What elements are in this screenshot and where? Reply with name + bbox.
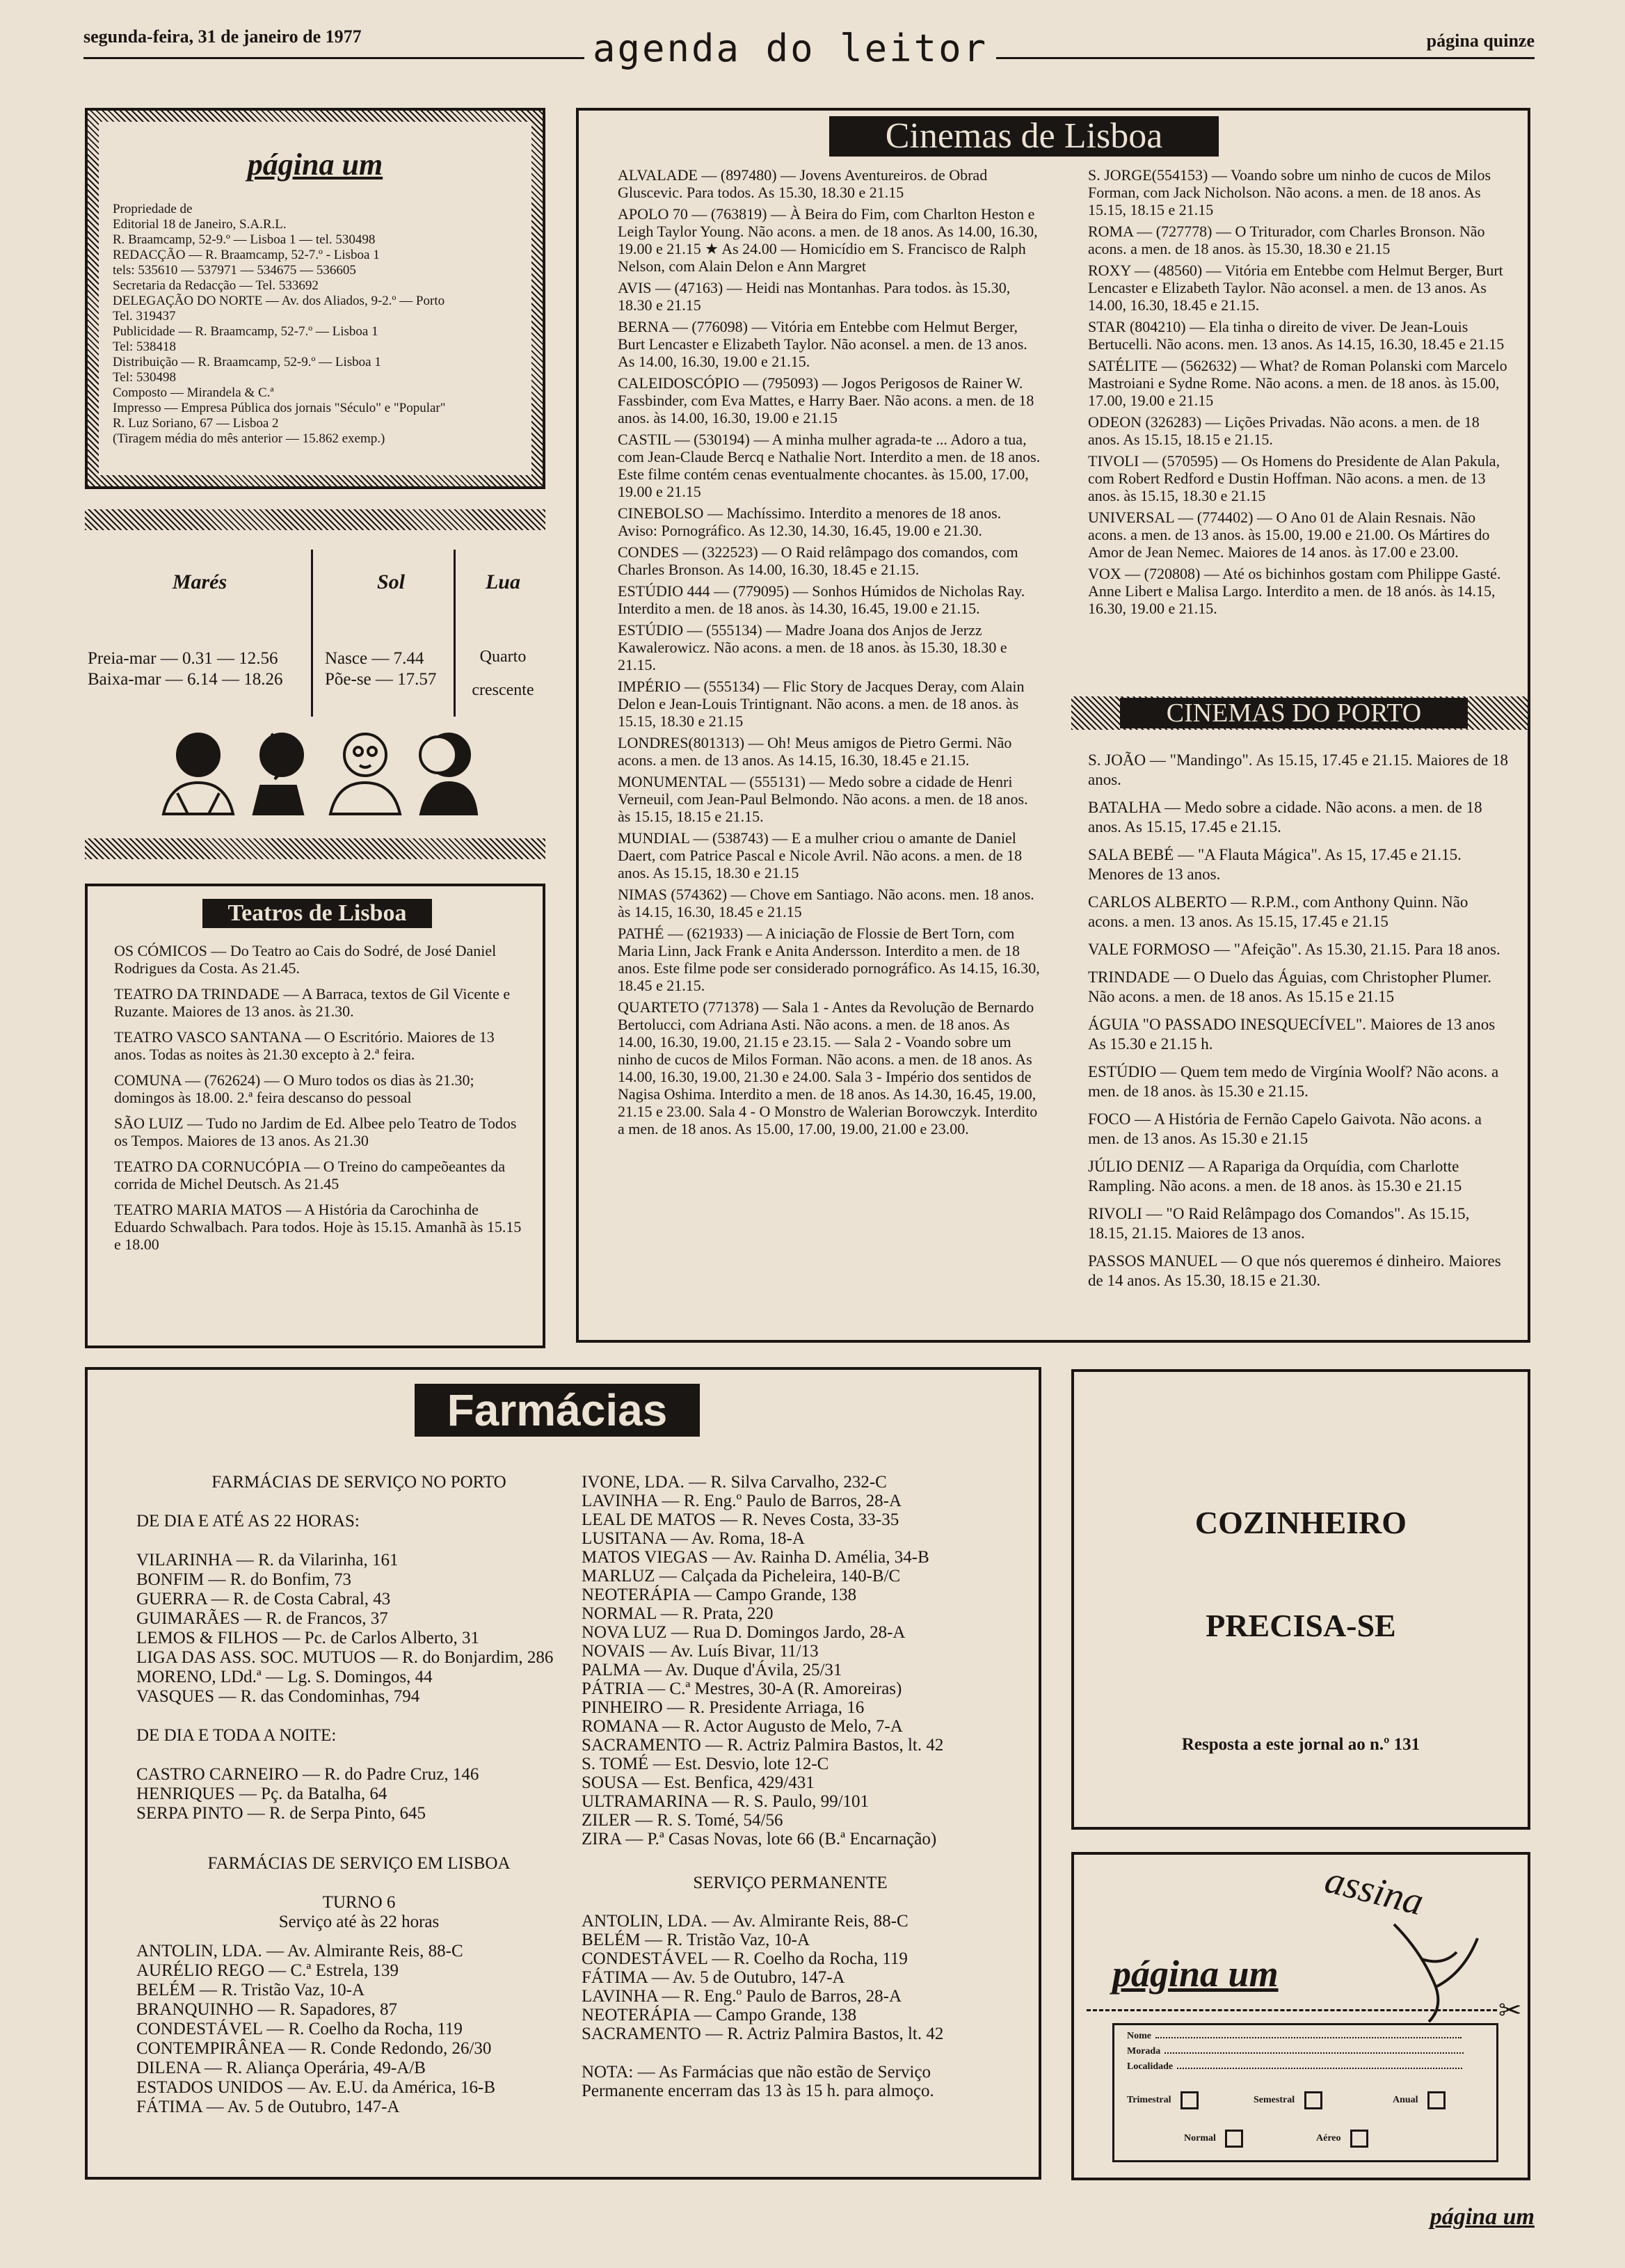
assina-script: assina — [1320, 1858, 1428, 1924]
pharmacy-entry: NEOTERÁPIA — Campo Grande, 138 — [582, 2006, 857, 2025]
pharmacy-entry: VASQUES — R. das Condominhas, 794 — [136, 1687, 420, 1706]
lisboa-list-2 — [582, 1473, 999, 1848]
cinema-entry: APOLO 70 — (763819) — À Beira do Fim, com Charlton Heston e Leigh Taylor Young. Não acons. a men. de 18 anos. As 14.00, 16.30, 19.00 e 21.15 ★ As 24.00 — Homicídio em S. Francisco de Ralph Nelson, com Alain Delon e Ann Margret — [618, 205, 1038, 275]
cinema-entry: SATÉLITE — (562632) — What? de Roman Polanski com Marcelo Mastroiani e Sydne Rome. Não acons. a men. de 18 anos. às 15.00, 17.00, 19.00 e 21.15 — [1088, 357, 1507, 409]
cinemas-porto-list — [1088, 751, 1512, 1299]
permanent-list — [582, 1912, 999, 2043]
cinema-entry: MONUMENTAL — (555131) — Medo sobre a cidade de Henri Verneuil, com Jean-Paul Belmondo. Não acons. a men. de 18 anos. às 15.15, 18.15 e 21.15. — [618, 773, 1028, 825]
pharmacy-entry: HENRIQUES — Pç. da Batalha, 64 — [136, 1784, 387, 1803]
pharmacy-entry: CASTRO CARNEIRO — R. do Padre Cruz, 146 — [136, 1765, 479, 1784]
cinema-entry: ESTÚDIO 444 — (779095) — Sonhos Húmidos de Nicholas Ray. Interdito a men. de 18 anos. às 14.30, 16.45, 19.00 e 21.15. — [618, 582, 1025, 617]
publisher-line: R. Luz Soriano, 67 — Lisboa 2 — [113, 416, 279, 431]
publisher-box — [85, 108, 545, 489]
pharmacy-entry: MATOS VIEGAS — Av. Rainha D. Amélia, 34-B — [582, 1548, 929, 1567]
pharmacy-entry: NOVAIS — Av. Luís Bivar, 11/13 — [582, 1642, 819, 1661]
checkbox-icon[interactable] — [1350, 2130, 1368, 2148]
checkbox-icon[interactable] — [1180, 2091, 1199, 2109]
cinema-entry: QUARTETO (771378) — Sala 1 - Antes da Revolução de Bernardo Bertolucci, com Adriana Asti. Não acons. a men. de 18 anos. As 14.00, 16.30, 19.00, 21.15 e 23.15. — Sala 2 - Voando sobre um ninho de cucos de Milos Forman. Não acons. a men. de 18 anos. As 14.00, 16.30, 19.00, 21.30 e 24.00. Sala 3 - Império dos sentidos de Nagisa Oshima. Interdito a men. de 18 anos. As 14.30, 16.45, 19.00, 21.15 e 23.00. Sala 4 - O Monstro de Walerian Borowczyk. Interdito a men. de 18 anos. As 15.00, 17.00, 19.00, 21.00 e 23.00. — [618, 998, 1038, 1137]
publisher-details — [113, 202, 518, 447]
cinema-entry: STAR (804210) — Ela tinha o direito de viver. De Jean-Louis Bertucelli. Não acons. men. 13 anos. As 14.15, 16.30, 18.45 e 21.15 — [1088, 318, 1505, 353]
moon-phase-1: Quarto — [479, 648, 527, 666]
porto-night-heading: DE DIA E TODA A NOITE: — [136, 1726, 337, 1745]
porto-title-bar — [1071, 696, 1528, 730]
moon-face-last-icon — [420, 734, 477, 814]
porto-night-list — [136, 1765, 582, 1823]
tides-rule-1 — [311, 550, 313, 717]
publisher-line: Publicidade — R. Braamcamp, 52-7.º — Lisboa 1 — [113, 324, 378, 339]
pharmacy-entry: NORMAL — R. Prata, 220 — [582, 1604, 774, 1623]
theatres-title: Teatros de Lisboa — [202, 899, 432, 928]
pharmacy-entry: ROMANA — R. Actor Augusto de Melo, 7-A — [582, 1717, 903, 1736]
pharmacy-entry: PALMA — Av. Duque d'Ávila, 25/31 — [582, 1661, 842, 1679]
cinema-entry: CASTIL — (530194) — A minha mulher agrada-te ... Adoro a tua, com Jean-Claude Bercq e Nathalie Nort. Interdito a men. de 18 anos. Este filme contém cenas eventualmente chocantes. às 15.00, 17.00, 19.00 e 21.15 — [618, 431, 1041, 500]
subscription-coupon — [1071, 1852, 1530, 2180]
option-aereo[interactable] — [1316, 2130, 1368, 2148]
cinema-entry: LONDRES(801313) — Oh! Meus amigos de Pietro Germi. Não acons. a men. de 13 anos. As 14.15, 16.30, 18.45 e 21.15. — [618, 734, 1012, 769]
publisher-line: Tel: 538418 — [113, 340, 177, 354]
cinema-entry: AVIS — (47163) — Heidi nas Montanhas. Para todos. às 15.30, 18.30 e 21.15 — [618, 279, 1011, 314]
pharmacies-col2 — [582, 1473, 999, 2100]
publisher-line: Editorial 18 de Janeiro, S.A.R.L. — [113, 217, 287, 232]
pharmacy-entry: VILARINHA — R. da Vilarinha, 161 — [136, 1551, 399, 1570]
pharmacy-entry: BRANQUINHO — R. Sapadores, 87 — [136, 2000, 397, 2019]
pharmacy-entry: ZIRA — P.ª Casas Novas, lote 66 (B.ª Encarnação) — [582, 1830, 937, 1848]
section-title: agenda do leitor — [584, 26, 996, 70]
cinema-entry: PATHÉ — (621933) — A iniciação de Flossie de Bert Torn, com Maria Linn, Jack Frank e Anita Andersson. Interdito a men. de 18 anos. Este filme pode ser considerado pornográfico. As 14.15, 16.30, 18.45 e 21.15. — [618, 925, 1040, 994]
option-trimestral-label: Trimestral — [1127, 2095, 1171, 2106]
pharmacy-entry: SACRAMENTO — R. Actriz Palmira Bastos, lt. 42 — [582, 1736, 944, 1755]
pharmacy-entry: BONFIM — R. do Bonfim, 73 — [136, 1570, 352, 1589]
tides-rule-2 — [454, 550, 456, 717]
field-address-label: Morada — [1127, 2046, 1161, 2057]
porto-cinema-entry: ÁGUIA "O PASSADO INESQUECÍVEL". Maiores de 13 anos As 15.30 e 21.15 h. — [1088, 1016, 1496, 1053]
pharmacy-entry: ANTOLIN, LDA. — Av. Almirante Reis, 88-C — [582, 1912, 908, 1931]
cinema-entry: ROMA — (727778) — O Triturador, com Charles Bronson. Não acons. a men. de 18 anos. às 15.30, 18.30 e 21.15 — [1088, 223, 1485, 257]
lisboa-list-1 — [136, 1942, 582, 2117]
pharmacy-entry: PÁTRIA — C.ª Mestres, 30-A (R. Amoreiras) — [582, 1679, 902, 1698]
turno-sub: Serviço até às 22 horas — [278, 1912, 440, 1931]
tides-mares-values — [88, 648, 283, 690]
option-anual-label: Anual — [1393, 2095, 1418, 2106]
pharmacy-entry: ULTRAMARINA — R. S. Paulo, 99/101 — [582, 1792, 870, 1811]
tides-lua-values — [461, 640, 545, 707]
cinema-entry: S. JORGE(554153) — Voando sobre um ninho de cucos de Milos Forman, com Jack Nicholson. Não acons. a men. de 18 anos. As 15.15, 18.15 e 21.15 — [1088, 166, 1491, 218]
pharmacy-entry: PINHEIRO — R. Presidente Arriaga, 16 — [582, 1698, 865, 1717]
publisher-logo: página um — [247, 147, 383, 182]
cinema-entry: TIVOLI — (570595) — Os Homens do Presidente de Alan Pakula, com Robert Redford e Dustin Hoffman. Não acons. a men. de 13 anos. às 15.15, 18.30 e 21.15 — [1088, 452, 1500, 504]
cinema-entry: ROXY — (48560) — Vitória em Entebbe com Helmut Berger, Burt Lencaster e Elizabeth Taylor. Não aconsel. a men. de 13 anos. As 14.00, 16.30, 18.45 e 21.15. — [1088, 262, 1503, 314]
pharmacy-entry: NOVA LUZ — Rua D. Domingos Jardo, 28-A — [582, 1623, 906, 1642]
pharmacy-entry: GUIMARÃES — R. de Francos, 37 — [136, 1609, 388, 1628]
porto-cinema-entry: PASSOS MANUEL — O que nós queremos é dinheiro. Maiores de 14 anos. As 15.30, 18.15 e 21.30. — [1088, 1252, 1501, 1289]
pharmacy-entry: LIGA DAS ASS. SOC. MUTUOS — R. do Bonjardim, 286 — [136, 1648, 554, 1667]
page-number: página quinze — [1426, 31, 1535, 51]
pharmacy-entry: LUSITANA — Av. Roma, 18-A — [582, 1529, 805, 1548]
cut-line — [1087, 2009, 1497, 2011]
pharmacy-entry: LAVINHA — R. Eng.º Paulo de Barros, 28-A — [582, 1492, 902, 1510]
theatre-entry: TEATRO MARIA MATOS — A História da Carochinha de Eduardo Schwalbach. Para todos. Hoje às 15.15. Amanhã às 15.15 e 18.00 — [114, 1201, 522, 1253]
cinema-entry: MUNDIAL — (538743) — E a mulher criou o amante de Daniel Daert, com Patrice Pascal e Nicole Avril. Não acons. a men. de 18 anos. As 15.15, 18.30 e 21.15 — [618, 829, 1023, 881]
checkbox-icon[interactable] — [1304, 2091, 1322, 2109]
publisher-line: Secretaria da Redacção — Tel. 533692 — [113, 278, 319, 293]
publisher-line: DELEGAÇÃO DO NORTE — Av. dos Aliados, 9-2.º — Porto — [113, 294, 445, 308]
sun-set: Põe-se — 17.57 — [325, 670, 437, 689]
cinema-entry: NIMAS (574362) — Chove em Santiago. Não acons. men. 18 anos. às 14.15, 16.30, 18.45 e 21.15 — [618, 886, 1034, 920]
pharmacy-entry: BELÉM — R. Tristão Vaz, 10-A — [136, 1981, 365, 1999]
moon-face-new-icon — [163, 734, 233, 814]
cinema-entry: IMPÉRIO — (555134) — Flic Story de Jacques Deray, com Alain Delon e Jean-Louis Trintignant. Não acons. a men. de 18 anos. às 15.15, 18.30 e 21.15 — [618, 678, 1025, 730]
form-field-name[interactable] — [1127, 2031, 1462, 2042]
tides-sol-title: Sol — [376, 570, 406, 593]
pharmacy-entry: CONTEMPIRÂNEA — R. Conde Redondo, 26/30 — [136, 2039, 492, 2058]
option-normal[interactable] — [1184, 2130, 1243, 2148]
theatre-entry: OS CÓMICOS — Do Teatro ao Cais do Sodré, de José Daniel Rodrigues da Costa. As 21.45. — [114, 942, 497, 977]
publisher-line: Propriedade de — [113, 202, 193, 216]
pharmacies-title: Farmácias — [415, 1384, 700, 1437]
pharmacy-entry: SOUSA — Est. Benfica, 429/431 — [582, 1773, 815, 1792]
footer-logo: página um — [1430, 2204, 1535, 2230]
publisher-line: (Tiragem média do mês anterior — 15.862 exemp.) — [113, 431, 385, 446]
publisher-line: Distribuição — R. Braamcamp, 52-9.º — Lisboa 1 — [113, 355, 381, 369]
header-date: segunda-feira, 31 de janeiro de 1977 — [83, 26, 362, 47]
pharmacy-entry: ZILER — R. S. Tomé, 54/56 — [582, 1811, 783, 1830]
scissors-icon: ✂ — [1498, 1995, 1522, 2026]
moon-face-full-icon — [330, 734, 400, 814]
publisher-line: tels: 535610 — 537971 — 534675 — 536605 — [113, 263, 356, 278]
cinemas-lisboa-col1 — [618, 166, 1042, 1142]
form-field-locality[interactable] — [1127, 2061, 1462, 2073]
cook-ad-line2: PRECISA-SE — [1206, 1608, 1396, 1643]
theatre-entry: SÃO LUIZ — Tudo no Jardim de Ed. Albee pelo Teatro de Todos os Tempos. Maiores de 13 anos. As 21.30 — [114, 1115, 517, 1149]
theatre-entry: TEATRO DA TRINDADE — A Barraca, textos de Gil Vicente e Ruzante. Maiores de 13 anos. às 21.30. — [114, 985, 511, 1020]
pharmacy-entry: SACRAMENTO — R. Actriz Palmira Bastos, lt. 42 — [582, 2025, 944, 2043]
pharmacy-entry: CONDESTÁVEL — R. Coelho da Rocha, 119 — [582, 1949, 908, 1968]
theatre-entry: TEATRO DA CORNUCÓPIA — O Treino do campeõeantes da corrida de Michel Deutsch. As 21.45 — [114, 1158, 506, 1192]
cinema-entry: CALEIDOSCÓPIO — (795093) — Jogos Perigosos de Rainer W. Fassbinder, com Eva Mattes, e Harry Baer. Não acons. a men. de 18 anos. às 14.00, 16.30, 19.00 e 21.15 — [618, 374, 1034, 426]
cook-ad-line3: Resposta a este jornal ao n.º 131 — [1181, 1735, 1420, 1754]
divider-bar — [85, 509, 545, 530]
porto-cinema-entry: ESTÚDIO — Quem tem medo de Virgínia Woolf? Não acons. a men. de 18 anos. às 15.30 e 21.15. — [1088, 1063, 1499, 1100]
pharmacy-entry: AURÉLIO REGO — C.ª Estrela, 139 — [136, 1961, 399, 1980]
pharmacy-entry: GUERRA — R. de Costa Cabral, 43 — [136, 1590, 391, 1608]
porto-cinema-entry: FOCO — A História de Fernão Capelo Gaivota. Não acons. a men. de 13 anos. As 15.30 e 21.15 — [1088, 1110, 1482, 1147]
porto-heading: FARMÁCIAS DE SERVIÇO NO PORTO — [211, 1473, 506, 1492]
sun-rise: Nasce — 7.44 — [325, 649, 424, 668]
cinemas-lisboa-box — [576, 108, 1530, 1343]
pharmacy-entry: FÁTIMA — Av. 5 de Outubro, 147-A — [582, 1968, 845, 1987]
checkbox-icon[interactable] — [1427, 2091, 1446, 2109]
cinemas-porto-title: CINEMAS DO PORTO — [1120, 698, 1468, 728]
pharmacy-entry: S. TOMÉ — Est. Desvio, lote 12-C — [582, 1755, 829, 1773]
cinemas-lisboa-title: Cinemas de Lisboa — [829, 116, 1219, 157]
divider-bar-2 — [85, 838, 545, 859]
pharmacy-entry: MORENO, LDd.ª — Lg. S. Domingos, 44 — [136, 1668, 433, 1686]
cinema-entry: ALVALADE — (897480) — Jovens Aventureiros. de Obrad Gluscevic. Para todos. As 15.30, 18.30 e 21.15 — [618, 166, 988, 201]
cinema-entry: UNIVERSAL — (774402) — O Ano 01 de Alain Resnais. Não acons. a men. de 13 anos. às 15.00, 19.00 e 21.00. Os Mártires do Amor de Jean Nemec. Maiores de 14 anos. às 17.00 e 23.00. — [1088, 509, 1490, 561]
turno: TURNO 6 — [322, 1893, 396, 1912]
moon-faces-illustration — [157, 724, 483, 821]
pharmacy-entry: LAVINHA — R. Eng.º Paulo de Barros, 28-A — [582, 1987, 902, 2006]
porto-cinema-entry: BATALHA — Medo sobre a cidade. Não acons. a men. de 18 anos. As 15.15, 17.45 e 21.15. — [1088, 799, 1482, 836]
tides-panel — [85, 550, 545, 717]
theatre-entry: TEATRO VASCO SANTANA — O Escritório. Maiores de 13 anos. Todas as noites às 21.30 excepto à 2.ª feira. — [114, 1028, 495, 1063]
cinema-entry: CONDES — (322523) — O Raid relâmpago dos comandos, com Charles Bronson. As 14.00, 16.30, 18.45 e 21.15. — [618, 543, 1018, 578]
cinema-entry: CINEBOLSO — Machíssimo. Interdito a menores de 18 anos. Aviso: Pornográfico. As 12.30, 14.30, 16.45, 19.00 e 21.30. — [618, 504, 1002, 539]
option-normal-label: Normal — [1184, 2133, 1216, 2144]
porto-cinema-entry: SALA BEBÉ — "A Flauta Mágica". As 15, 17.45 e 21.15. Menores de 13 anos. — [1088, 846, 1462, 883]
porto-cinema-entry: JÚLIO DENIZ — A Rapariga da Orquídia, com Charlotte Rampling. Não acons. a men. de 18 anos. às 15.30 e 21.15 — [1088, 1158, 1462, 1195]
pharmacy-entry: LEAL DE MATOS — R. Neves Costa, 33-35 — [582, 1510, 899, 1529]
tides-mares-title: Marés — [172, 570, 227, 593]
option-trimestral[interactable] — [1127, 2091, 1199, 2109]
cinema-entry: ESTÚDIO — (555134) — Madre Joana dos Anjos de Jerzz Kawalerowicz. Não acons. a men. de 18 anos. às 15.30, 18.30 e 21.15. — [618, 621, 1007, 673]
pharmacy-entry: ANTOLIN, LDA. — Av. Almirante Reis, 88-C — [136, 1942, 463, 1960]
theatres-list — [114, 942, 529, 1253]
form-field-address[interactable] — [1127, 2046, 1464, 2057]
cook-wanted-ad — [1071, 1369, 1530, 1830]
field-name-label: Nome — [1127, 2031, 1151, 2041]
checkbox-icon[interactable] — [1225, 2130, 1243, 2148]
moon-face-crescent-icon — [254, 734, 303, 814]
pharmacy-entry: DILENA — R. Aliança Operária, 49-A/B — [136, 2059, 426, 2077]
porto-cinema-entry: VALE FORMOSO — "Afeição". As 15.30, 21.15. Para 18 anos. — [1088, 941, 1500, 958]
pharmacy-entry: SERPA PINTO — R. de Serpa Pinto, 645 — [136, 1804, 426, 1823]
theatres-box — [85, 884, 545, 1348]
assina-logo: página um — [1112, 1953, 1279, 1995]
pharmacy-entry: NEOTERÁPIA — Campo Grande, 138 — [582, 1586, 857, 1604]
publisher-line: Tel: 530498 — [113, 370, 177, 385]
publisher-line: R. Braamcamp, 52-9.º — Lisboa 1 — tel. 530498 — [113, 232, 376, 247]
publisher-line: Impresso — Empresa Pública dos jornais "Século" e "Popular" — [113, 401, 446, 415]
pharmacy-entry: IVONE, LDA. — R. Silva Carvalho, 232-C — [582, 1473, 887, 1492]
pharmacies-col1 — [136, 1473, 582, 2117]
cinema-entry: ODEON (326283) — Lições Privadas. Não acons. a men. de 18 anos. As 15.15, 18.15 e 21.15. — [1088, 413, 1480, 448]
coupon-form — [1112, 2023, 1498, 2162]
porto-cinema-entry: CARLOS ALBERTO — R.P.M., com Anthony Quinn. Não acons. a men. 13 anos. As 15.15, 17.45 e 21.15 — [1088, 893, 1468, 930]
pharmacies-note: NOTA: — As Farmácias que não estão de Serviço Permanente encerram das 13 às 15 h. para almoço. — [582, 2063, 934, 2100]
pharmacies-box — [85, 1367, 1041, 2180]
pharmacy-entry: BELÉM — R. Tristão Vaz, 10-A — [582, 1931, 810, 1949]
option-semestral-label: Semestral — [1254, 2095, 1295, 2106]
tides-sol-values — [325, 648, 436, 690]
pharmacy-entry: FÁTIMA — Av. 5 de Outubro, 147-A — [136, 2098, 400, 2116]
option-aereo-label: Aéreo — [1316, 2133, 1341, 2144]
pharmacy-entry: ESTADOS UNIDOS — Av. E.U. da América, 16-B — [136, 2078, 496, 2097]
publisher-line: Composto — Mirandela & C.ª — [113, 385, 274, 400]
tides-preia-mar: Preia-mar — 0.31 — 12.56 — [88, 649, 278, 668]
porto-cinema-entry: TRINDADE — O Duelo das Águias, com Christopher Plumer. Não acons. a men. de 18 anos. As 15.15 e 21.15 — [1088, 968, 1492, 1005]
cinema-entry: VOX — (720808) — Até os bichinhos gostam com Philippe Gasté. Anne Libert e Malisa Largo. Interdito a men. de 18 anós. às 14.15, 16.30, 19.00 e 21.15. — [1088, 565, 1501, 617]
porto-day-list — [136, 1551, 582, 1707]
publisher-line: REDACÇÃO — R. Braamcamp, 52-7.º - Lisboa 1 — [113, 248, 380, 262]
pharmacy-entry: CONDESTÁVEL — R. Coelho da Rocha, 119 — [136, 2020, 463, 2038]
option-anual[interactable] — [1393, 2091, 1446, 2109]
tides-lua-title: Lua — [485, 570, 520, 593]
publisher-line: Tel. 319437 — [113, 309, 176, 324]
pharmacy-entry: MARLUZ — Calçada da Picheleira, 140-B/C — [582, 1567, 901, 1586]
option-semestral[interactable] — [1254, 2091, 1322, 2109]
tides-baixa-mar: Baixa-mar — 6.14 — 18.26 — [88, 670, 283, 689]
porto-day-heading: DE DIA E ATÉ AS 22 HORAS: — [136, 1512, 360, 1531]
pharmacy-entry: LEMOS & FILHOS — Pc. de Carlos Alberto, 31 — [136, 1629, 480, 1647]
field-locality-label: Localidade — [1127, 2061, 1174, 2072]
moon-phase-2: crescente — [472, 681, 534, 699]
cinemas-lisboa-col2 — [1088, 166, 1512, 621]
porto-cinema-entry: RIVOLI — "O Raid Relâmpago dos Comandos". As 15.15, 18.15, 21.15. Maiores de 13 anos. — [1088, 1205, 1470, 1242]
permanent-heading: SERVIÇO PERMANENTE — [693, 1874, 888, 1892]
porto-cinema-entry: S. JOÃO — "Mandingo". As 15.15, 17.45 e 21.15. Maiores de 18 anos. — [1088, 751, 1508, 788]
lisboa-heading: FARMÁCIAS DE SERVIÇO EM LISBOA — [207, 1854, 511, 1873]
cook-ad-line1: COZINHEIRO — [1194, 1505, 1407, 1540]
theatre-entry: COMUNA — (762624) — O Muro todos os dias às 21.30; domingos às 18.00. 2.ª feira descanso do pessoal — [114, 1071, 474, 1106]
cinema-entry: BERNA — (776098) — Vitória em Entebbe com Helmut Berger, Burt Lencaster e Elizabeth Taylor. Não aconsel. a men. de 13 anos. As 14.00, 16.30, 19.00 e 21.15. — [618, 318, 1027, 370]
